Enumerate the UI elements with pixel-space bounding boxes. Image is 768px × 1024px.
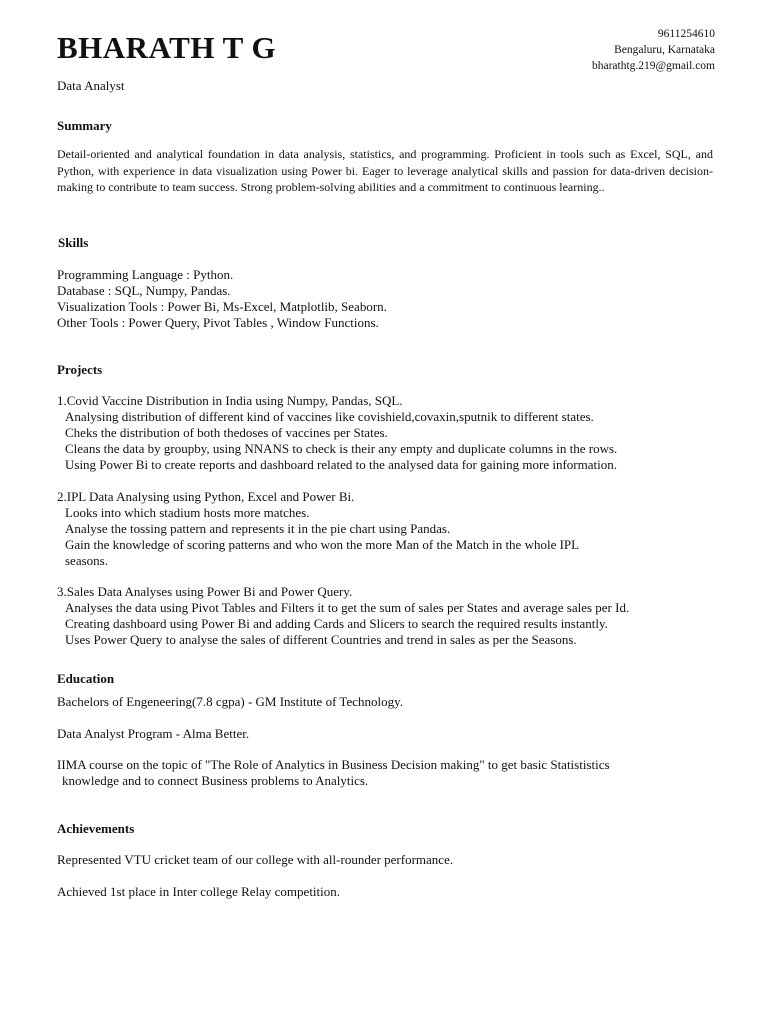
project-title: 3.Sales Data Analyses using Power Bi and Power Query. — [57, 584, 353, 599]
project-detail: Analyse the tossing pattern and represents it in the pie chart using Pandas. — [65, 521, 451, 536]
skills-list — [57, 267, 387, 331]
skill-item: Programming Language : Python. — [57, 267, 234, 282]
location: Bengaluru, Karnataka — [614, 44, 715, 56]
education-course-continued: knowledge and to connect Business problems to Analytics. — [62, 773, 369, 788]
skill-item: Database : SQL, Numpy, Pandas. — [57, 283, 231, 298]
education-program: Data Analyst Program - Alma Better. — [57, 726, 250, 741]
project-detail: Uses Power Query to analyse the sales of different Countries and trend in sales as per the Seasons. — [65, 632, 577, 647]
education-degree: Bachelors of Engeneering(7.8 cgpa) - GM Institute of Technology. — [57, 694, 404, 709]
project-detail: Looks into which stadium hosts more matches. — [65, 505, 310, 520]
project-3 — [57, 584, 629, 648]
project-1 — [57, 393, 617, 473]
skill-item: Visualization Tools : Power Bi, Ms-Excel, Matplotlib, Seaborn. — [57, 299, 387, 314]
education-course: IIMA course on the topic of "The Role of Analytics in Business Decision making" to get basic Statististics — [57, 757, 610, 772]
achievement-item: Represented VTU cricket team of our college with all-rounder performance. — [57, 852, 454, 867]
skills-heading: Skills — [58, 235, 89, 250]
project-detail: Using Power Bi to create reports and dashboard related to the analysed data for gaining more information. — [65, 457, 617, 472]
project-title: 2.IPL Data Analysing using Python, Excel and Power Bi. — [57, 489, 355, 504]
project-detail: Cleans the data by groupby, using NNANS to check is their any empty and duplicate columns in the rows. — [65, 441, 618, 456]
summary-text: Detail-oriented and analytical foundation in data analysis, statistics, and programming. Proficient in tools such as Excel, SQL, and Python, with experience in data visualization using Power bi. Eager to leverage analytical skills and passion for data-driven decision-making to contribute to team success. Strong problem-solving abilities and a commitment to continuous learning.. — [57, 147, 713, 194]
email-address: bharathtg.219@gmail.com — [591, 60, 715, 72]
phone-number: 9611254610 — [657, 28, 715, 40]
projects-heading: Projects — [57, 362, 103, 377]
candidate-role: Data Analyst — [57, 78, 125, 93]
project-detail: seasons. — [65, 553, 108, 568]
achievement-item: Achieved 1st place in Inter college Relay competition. — [57, 884, 341, 899]
contact-block — [592, 26, 715, 74]
project-detail: Analysing distribution of different kind of vaccines like covishield,covaxin,sputnik to different states. — [65, 409, 594, 424]
project-detail: Creating dashboard using Power Bi and adding Cards and Slicers to search the required results instantly. — [65, 616, 608, 631]
summary-heading: Summary — [57, 118, 112, 133]
project-2 — [57, 489, 579, 569]
project-title: 1.Covid Vaccine Distribution in India using Numpy, Pandas, SQL. — [57, 393, 403, 408]
achievements-heading: Achievements — [57, 821, 135, 836]
education-heading: Education — [57, 671, 115, 686]
project-detail: Cheks the distribution of both thedoses of vaccines per States. — [65, 425, 388, 440]
skill-item: Other Tools : Power Query, Pivot Tables , Window Functions. — [57, 315, 379, 330]
project-detail: Analyses the data using Pivot Tables and Filters it to get the sum of sales per States and average sales per Id. — [65, 600, 630, 615]
project-detail: Gain the knowledge of scoring patterns and who won the more Man of the Match in the whole IPL — [65, 537, 580, 552]
candidate-name: BHARATH T G — [57, 30, 277, 65]
